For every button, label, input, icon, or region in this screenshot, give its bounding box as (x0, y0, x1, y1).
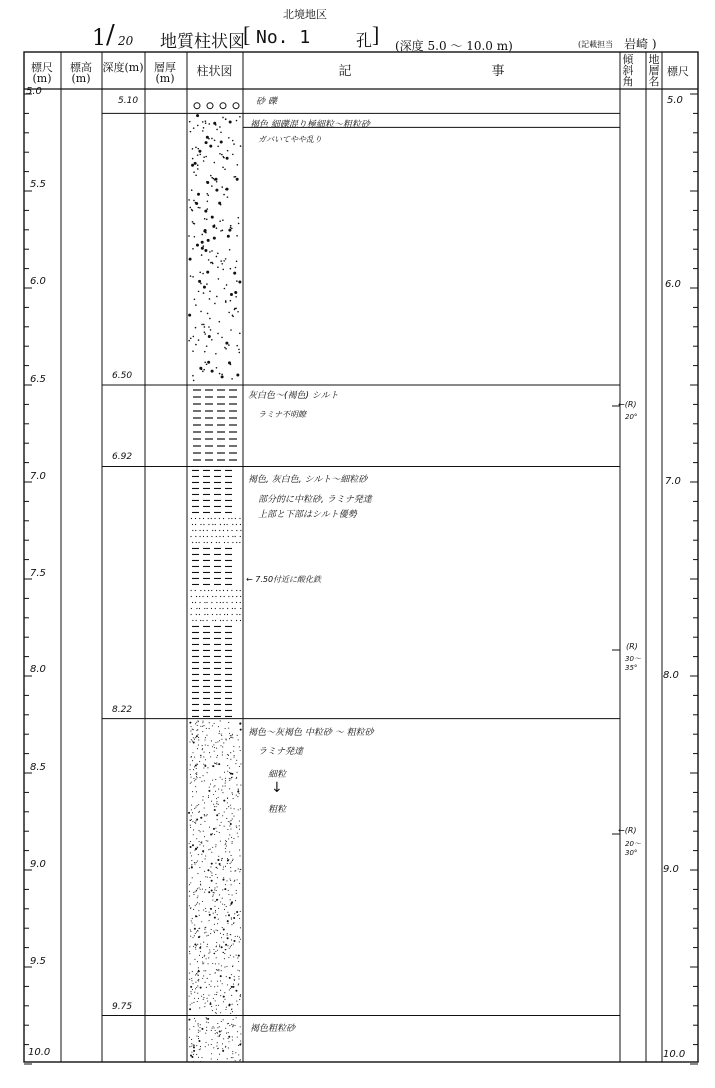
scale-right-9.0: 9.0 (663, 864, 679, 875)
col-elevation: 標高(m) (70, 61, 92, 85)
dip-3-label: ←(R) (618, 826, 637, 835)
scale-denominator: 20 (118, 34, 134, 48)
lithology-silt-and-sand (190, 470, 241, 716)
scale-left-7.5: 7.5 (30, 568, 46, 579)
note-medsand-2: ラミナ発達 (258, 747, 304, 757)
hole-bracket-open: [ (243, 22, 251, 47)
scale-left-6.5: 6.5 (30, 374, 46, 385)
note-silt-1: 灰白色～(褐色) シルト (248, 391, 339, 401)
depth-range: (深度 5.0 ～ 10.0 m) (395, 39, 513, 53)
dip-3-value: 20～ 30° (625, 840, 641, 857)
scale-right-10.0: 10.0 (663, 1049, 686, 1060)
dip-1-label: ←(R) (618, 400, 637, 409)
note-siltsand-2: 部分的に中粒砂, ラミナ発達 (258, 495, 372, 505)
col-depth: 深度(m) (102, 61, 144, 74)
col-scale-left: 標尺(m) (31, 61, 53, 85)
scale-left-8.0: 8.0 (30, 664, 46, 675)
lithology-silt (193, 390, 237, 460)
hole-suffix: 孔 (356, 31, 373, 50)
lithology-coarse-sand (188, 1017, 241, 1062)
dip-1-value: 20° (625, 413, 638, 421)
hole-number: No. 1 (256, 27, 311, 48)
col-scale-right: 標尺 (667, 65, 689, 78)
scale-right-8.0: 8.0 (663, 670, 679, 681)
note-coarsesand: 褐色粗粒砂 (250, 1024, 296, 1034)
note-pebbly-sand-2: ガバいてやや乱り (258, 135, 322, 144)
dip-2-value: 30～ 35° (625, 655, 641, 672)
note-silt-2: ラミナ不明瞭 (258, 410, 306, 419)
col-thickness: 層厚(m) (154, 61, 176, 85)
note-medsand-1: 褐色～灰褐色 中粒砂 ～ 粗粒砂 (248, 728, 374, 738)
depth-5.10: 5.10 (118, 96, 139, 106)
area-name: 北境地区 (283, 8, 327, 21)
dip-2-label: (R) (626, 642, 638, 651)
depth-9.75: 9.75 (112, 1002, 133, 1012)
col-formation: 地層名 (648, 53, 660, 88)
col-description-a: 記 (338, 64, 352, 79)
table-frame (24, 52, 698, 1062)
depth-8.22: 8.22 (112, 705, 133, 715)
scale-right-7.0: 7.0 (665, 476, 681, 487)
scale-left-10.0: 10.0 (28, 1047, 51, 1058)
scale-left-5.0: 5.0 (26, 86, 42, 97)
lithology-pebbly-sand (188, 114, 241, 381)
page-title: 地質柱状図 (160, 32, 245, 52)
scale-right-6.0: 6.0 (665, 279, 681, 290)
recorder-name: 岩崎 ) (624, 37, 657, 51)
scale-left-9.0: 9.0 (30, 859, 46, 870)
col-column: 柱状図 (196, 64, 233, 78)
note-siltsand-1: 褐色, 灰白色, シルト～細粒砂 (248, 475, 368, 485)
note-medsand-5: 粗粒 (268, 805, 287, 815)
lithology-medium-to-coarse-sand (188, 720, 242, 1014)
note-siltsand-4: ← 7.50付近に酸化鉄 (246, 575, 322, 584)
scale-left-6.0: 6.0 (30, 276, 46, 287)
note-medsand-3: 細粒 (268, 770, 287, 780)
arrow-down-icon: ↓ (271, 780, 283, 796)
depth-6.92: 6.92 (112, 452, 133, 462)
note-siltsand-3: 上部と下部はシルト優勢 (258, 510, 357, 520)
scale-numerator: 1 (92, 26, 106, 51)
recorder-label: (記載担当 (578, 40, 614, 49)
hole-bracket-close: ] (372, 22, 380, 47)
col-dip: 傾斜角 (622, 53, 634, 88)
depth-6.50: 6.50 (112, 371, 133, 381)
scale-right-5.0: 5.0 (667, 95, 683, 106)
scale-left-8.5: 8.5 (30, 762, 46, 773)
scale-left-9.5: 9.5 (30, 956, 46, 967)
col-description-b: 事 (491, 64, 505, 79)
note-pebbly-sand-1: 褐色 細礫混り極細粒～粗粒砂 (250, 120, 370, 130)
note-gravel: 砂 礫 (256, 97, 277, 107)
scale-left-5.5: 5.5 (30, 179, 46, 190)
scale-slash: / (106, 20, 115, 50)
lithology-gravel (194, 103, 239, 109)
scale-left-7.0: 7.0 (30, 471, 46, 482)
